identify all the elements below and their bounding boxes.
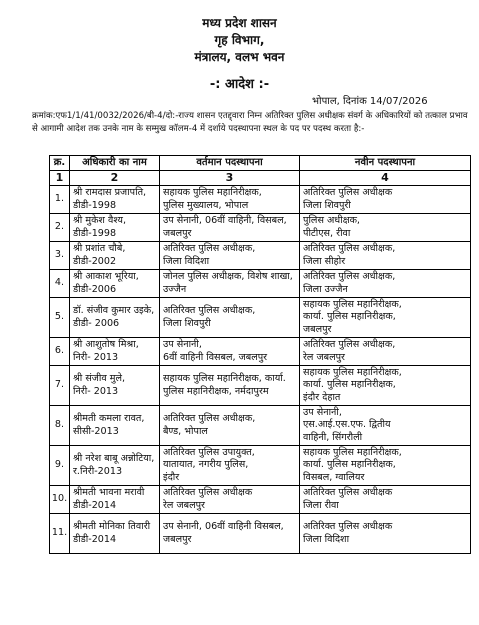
new-posting-cell-line: उप सेनानी, [303,406,342,418]
new-posting-cell-line: पीटीएस, रीवा [303,227,351,239]
new-posting-cell [300,486,471,514]
officer-name-cell [70,486,160,514]
new-posting-cell-line: वाहिनी, सिंगरौली [303,431,363,443]
col-number-2: 2 [70,171,160,186]
header-serial: क्र. [50,156,70,171]
current-posting-cell-line: अतिरिक्त पुलिस उपायुक्त, [163,446,255,458]
col-number-3: 3 [160,171,300,186]
table-row [50,406,471,446]
current-posting-cell-line: उज्जैन [163,283,187,295]
table-row [50,270,471,298]
current-posting-cell-line: पुलिस महानिरीक्षक, नर्मदापुरम [163,385,269,397]
new-posting-cell [300,242,471,270]
table-row [50,242,471,270]
officer-name-cell-line: श्री आशुतोष मिश्रा, [73,338,139,350]
current-posting-cell [160,298,300,338]
new-posting-cell [300,214,471,242]
current-posting-cell-line: उप सेनानी, 06वीं वाहिनी विसबल, [163,520,284,532]
current-posting-cell [160,514,300,554]
current-posting-cell [160,406,300,446]
officer-name-cell [70,446,160,486]
officer-name-cell-line: श्रीमती कमला रावत, [73,412,145,424]
serial-number: 7. [50,366,70,406]
new-posting-cell [300,514,471,554]
current-posting-cell-line: जिला विदिशा [163,255,210,267]
order-paragraph: क्रमांक:एफ1/1/41/0032/2026/बी-4/दो:-राज्य शासन एतद्द्वारा निम्न अतिरिक्त पुलिस अधीक्षक संवर्ग के अधिकारियों को तत्काल प्रभाव से आगामी आदेश तक उनके नाम के सम्मुख कॉलम-4 में दर्शाये पदस्थापना स्थल के पद पर पदस्थ करता है:- [32,111,468,134]
new-posting-cell [300,406,471,446]
officer-name-cell-line: निरी- 2013 [73,351,119,363]
current-posting-cell-line: जोनल पुलिस अधीक्षक, विशेष शाखा, [163,270,293,282]
column-number-row [50,171,471,186]
current-posting-cell-line: जिला शिवपुरी [163,317,211,329]
current-posting-cell [160,270,300,298]
new-posting-cell [300,270,471,298]
place-date: भोपाल, दिनांक 14/07/2026 [312,96,428,107]
officer-name-cell-line: सीसी-2013 [73,425,119,437]
new-posting-cell-line: विसबल, ग्वालियर [303,471,365,483]
current-posting-cell-line: जबलपुर [163,227,192,239]
officer-name-cell [70,214,160,242]
current-posting-cell-line: यातायात, नगरीय पुलिस, [163,459,249,471]
table-row [50,214,471,242]
table-row [50,366,471,406]
new-posting-cell-line: कार्या. पुलिस महानिरीक्षक, [303,379,396,391]
new-posting-cell [300,338,471,366]
officer-name-cell-line: श्रीमती भावना मरावी [73,486,145,498]
new-posting-cell-line: अतिरिक्त पुलिस अधीक्षक [303,186,393,198]
officer-name-cell [70,514,160,554]
serial-number: 9. [50,446,70,486]
officer-name-cell-line: डीडी-1998 [73,227,117,239]
current-posting-cell [160,486,300,514]
officer-name-cell [70,186,160,214]
current-posting-cell-line: जबलपुर [163,533,192,545]
table-row [50,486,471,514]
header-current-posting: वर्तमान पदस्थापना [160,156,300,171]
current-posting-cell-line: पुलिस मुख्यालय, भोपाल [163,199,249,211]
current-posting-cell-line: अतिरिक्त पुलिस अधीक्षक [163,486,253,498]
order-title: -: आदेश :- [209,77,270,92]
col-number-4: 4 [300,171,471,186]
serial-number: 5. [50,298,70,338]
officer-name-cell-line: श्री मुकेश वैश्य, [73,214,127,226]
new-posting-cell-line: पुलिस अधीक्षक, [303,214,360,226]
header-officer-name: अधिकारी का नाम [70,156,160,171]
new-posting-cell-line: जिला रीवा [303,499,339,511]
officer-name-cell-line: श्री आकाश भूरिया, [73,270,139,282]
officer-name-cell-line: श्रीमती मोनिका तिवारी [73,520,151,532]
officer-name-cell [70,366,160,406]
new-posting-cell-line: जबलपुर [303,323,332,335]
current-posting-cell-line: उप सेनानी, 06वीं वाहिनी, विसबल, [163,214,287,226]
officer-name-cell-line: श्री नरेश बाबू अन्नोटिया, [73,452,155,464]
new-posting-cell-line: जिला उज्जैन [303,283,348,295]
current-posting-cell-line: बैण्ड, भोपाल [163,425,208,437]
officer-name-cell-line: डीडी-2002 [73,255,117,267]
header-line-department: गृह विभाग, [214,33,265,47]
serial-number: 1. [50,186,70,214]
current-posting-cell [160,186,300,214]
current-posting-cell-line: सहायक पुलिस महानिरीक्षक, कार्या. [163,372,286,384]
col-number-1: 1 [50,171,70,186]
posting-table [49,155,471,554]
officer-name-cell [70,242,160,270]
new-posting-cell-line: जिला शिवपुरी [303,199,351,211]
table-row [50,186,471,214]
new-posting-cell [300,446,471,486]
serial-number: 2. [50,214,70,242]
table-row [50,338,471,366]
new-posting-cell-line: कार्या. पुलिस महानिरीक्षक, [303,311,396,323]
current-posting-cell-line: उप सेनानी, [163,338,202,350]
officer-name-cell-line: डॉ. संजीव कुमार उइके, [73,304,155,316]
officer-name-cell-line: डीडी- 2006 [73,317,120,329]
officer-name-cell-line: निरी- 2013 [73,385,119,397]
current-posting-cell-line: सहायक पुलिस महानिरीक्षक, [163,186,262,198]
new-posting-cell-line: कार्या. पुलिस महानिरीक्षक, [303,459,396,471]
new-posting-cell-line: इंदौर देहात [303,391,341,403]
current-posting-cell [160,446,300,486]
new-posting-cell-line: अतिरिक्त पुलिस अधीक्षक [303,486,393,498]
new-posting-cell-line: सहायक पुलिस महानिरीक्षक, [303,446,402,458]
officer-name-cell-line: श्री प्रशांत चौबे, [73,242,126,254]
officer-name-cell [70,270,160,298]
current-posting-cell-line: रेल जबलपुर [163,499,205,511]
current-posting-cell-line: अतिरिक्त पुलिस अधीक्षक, [163,412,256,424]
current-posting-cell-line: इंदौर [163,471,180,483]
new-posting-cell-line: जिला सीहोर [303,255,346,267]
new-posting-cell [300,298,471,338]
table-row [50,514,471,554]
new-posting-cell [300,366,471,406]
officer-name-cell-line: श्री संजीव मुले, [73,372,126,384]
officer-name-cell [70,338,160,366]
new-posting-cell-line: अतिरिक्त पुलिस अधीक्षक, [303,242,396,254]
officer-name-cell-line: डीडी-2014 [73,499,117,511]
current-posting-cell [160,338,300,366]
serial-number: 4. [50,270,70,298]
officer-name-cell-line: श्री रामदास प्रजापति, [73,186,147,198]
officer-name-cell [70,298,160,338]
current-posting-cell [160,214,300,242]
officer-name-cell-line: र.निरी-2013 [73,465,123,477]
current-posting-cell-line: 6वीं वाहिनी विसबल, जबलपुर [163,351,268,363]
header-line-state: मध्य प्रदेश शासन [202,16,277,30]
new-posting-cell-line: अतिरिक्त पुलिस अधीक्षक [303,520,393,532]
officer-name-cell-line: डीडी-2014 [73,533,117,545]
current-posting-cell-line: अतिरिक्त पुलिस अधीक्षक, [163,242,256,254]
table-row [50,298,471,338]
new-posting-cell-line: सहायक पुलिस महानिरीक्षक, [303,366,402,378]
header-new-posting: नवीन पदस्थापना [300,156,471,171]
new-posting-cell-line: सहायक पुलिस महानिरीक्षक, [303,298,402,310]
officer-name-cell-line: डीडी-2006 [73,283,117,295]
serial-number: 6. [50,338,70,366]
serial-number: 10. [50,486,70,514]
current-posting-cell [160,366,300,406]
new-posting-cell-line: अतिरिक्त पुलिस अधीक्षक, [303,270,396,282]
new-posting-cell-line: रेल जबलपुर [303,351,345,363]
current-posting-cell-line: अतिरिक्त पुलिस अधीक्षक, [163,304,256,316]
table-header-row [50,156,471,171]
officer-name-cell-line: डीडी-1998 [73,199,117,211]
officer-name-cell [70,406,160,446]
new-posting-cell-line: जिला विदिशा [303,533,350,545]
serial-number: 3. [50,242,70,270]
serial-number: 8. [50,406,70,446]
header-line-ministry: मंत्रालय, वलभ भवन [194,50,285,64]
current-posting-cell [160,242,300,270]
serial-number: 11. [50,514,70,554]
new-posting-cell-line: अतिरिक्त पुलिस अधीक्षक, [303,338,396,350]
new-posting-cell [300,186,471,214]
new-posting-cell-line: एस.आई.एस.एफ. द्वितीय [303,419,391,431]
table-row [50,446,471,486]
